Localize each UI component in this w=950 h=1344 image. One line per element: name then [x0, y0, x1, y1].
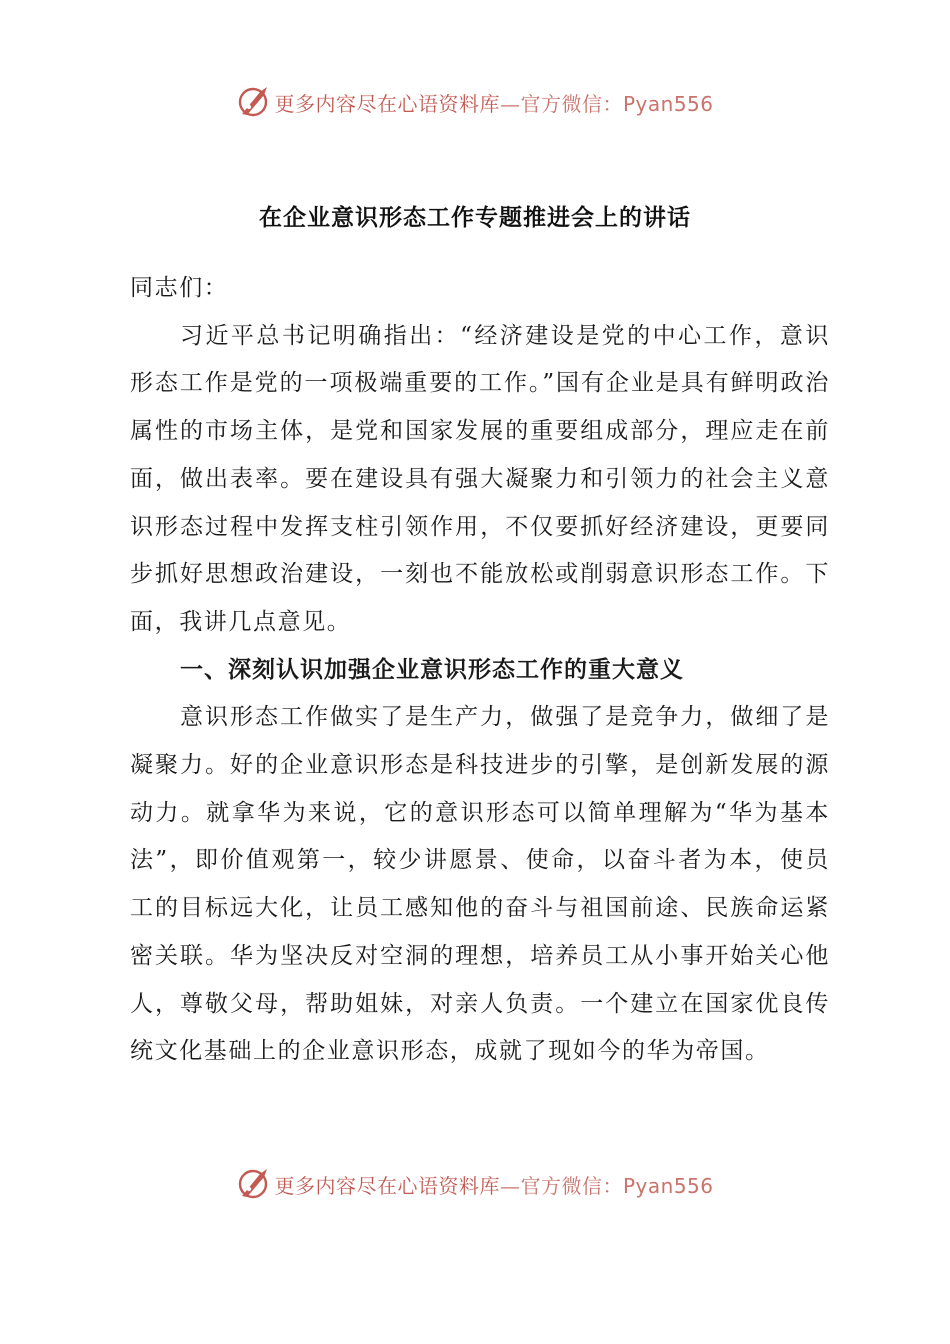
banner-wechat-label: 官方微信： [520, 91, 623, 116]
quill-seal-icon [236, 1167, 270, 1201]
banner-brand: 更多内容尽在心语资料库 [274, 1173, 500, 1198]
banner-text [274, 88, 713, 117]
footer-banner [0, 1162, 950, 1206]
paragraph-2: 意识形态工作做实了是生产力，做强了是竞争力，做细了是凝聚力。好的企业意识形态是科技进步的引擎，是创新发展的源动力。就拿华为来说，它的意识形态可以简单理解为“华为基本法”，即价值观第一，较少讲愿景、使命，以奋斗者为本，使员工的目标远大化，让员工感知他的奋斗与祖国前途、民族命运紧密关联。华为坚决反对空洞的理想，培养员工从小事开始关心他人，尊敬父母，帮助姐妹，对亲人负责。一个建立在国家优良传统文化基础上的企业意识形态，成就了现如今的华为帝国。 [130, 704, 830, 1065]
paragraph-1: 习近平总书记明确指出：“经济建设是党的中心工作，意识形态工作是党的一项极端重要的工作。”国有企业是具有鲜明政治属性的市场主体，是党和国家发展的重要组成部分，理应走在前面，做出表率。要在建设具有强大凝聚力和引领力的社会主义意识形态过程中发挥支柱引领作用，不仅要抓好经济建设，更要同步抓好思想政治建设，一刻也不能放松或削弱意识形态工作。下面，我讲几点意见。 [130, 322, 830, 635]
header-banner [0, 80, 950, 124]
banner-wechat-id: Pyan556 [622, 1173, 714, 1198]
quill-seal-icon [236, 85, 270, 119]
banner-wechat-label: 官方微信： [520, 1173, 623, 1198]
section-1-heading: 一、深刻认识加强企业意识形态工作的重大意义 [180, 656, 684, 683]
banner-wechat-id: Pyan556 [622, 91, 714, 116]
document-title: 在企业意识形态工作专题推进会上的讲话 [259, 205, 691, 231]
document-body [130, 265, 830, 1076]
banner-dash: — [499, 1173, 521, 1198]
salutation: 同志们： [130, 275, 229, 301]
banner-text [274, 1170, 713, 1199]
banner-dash: — [499, 91, 521, 116]
banner-brand: 更多内容尽在心语资料库 [274, 91, 500, 116]
